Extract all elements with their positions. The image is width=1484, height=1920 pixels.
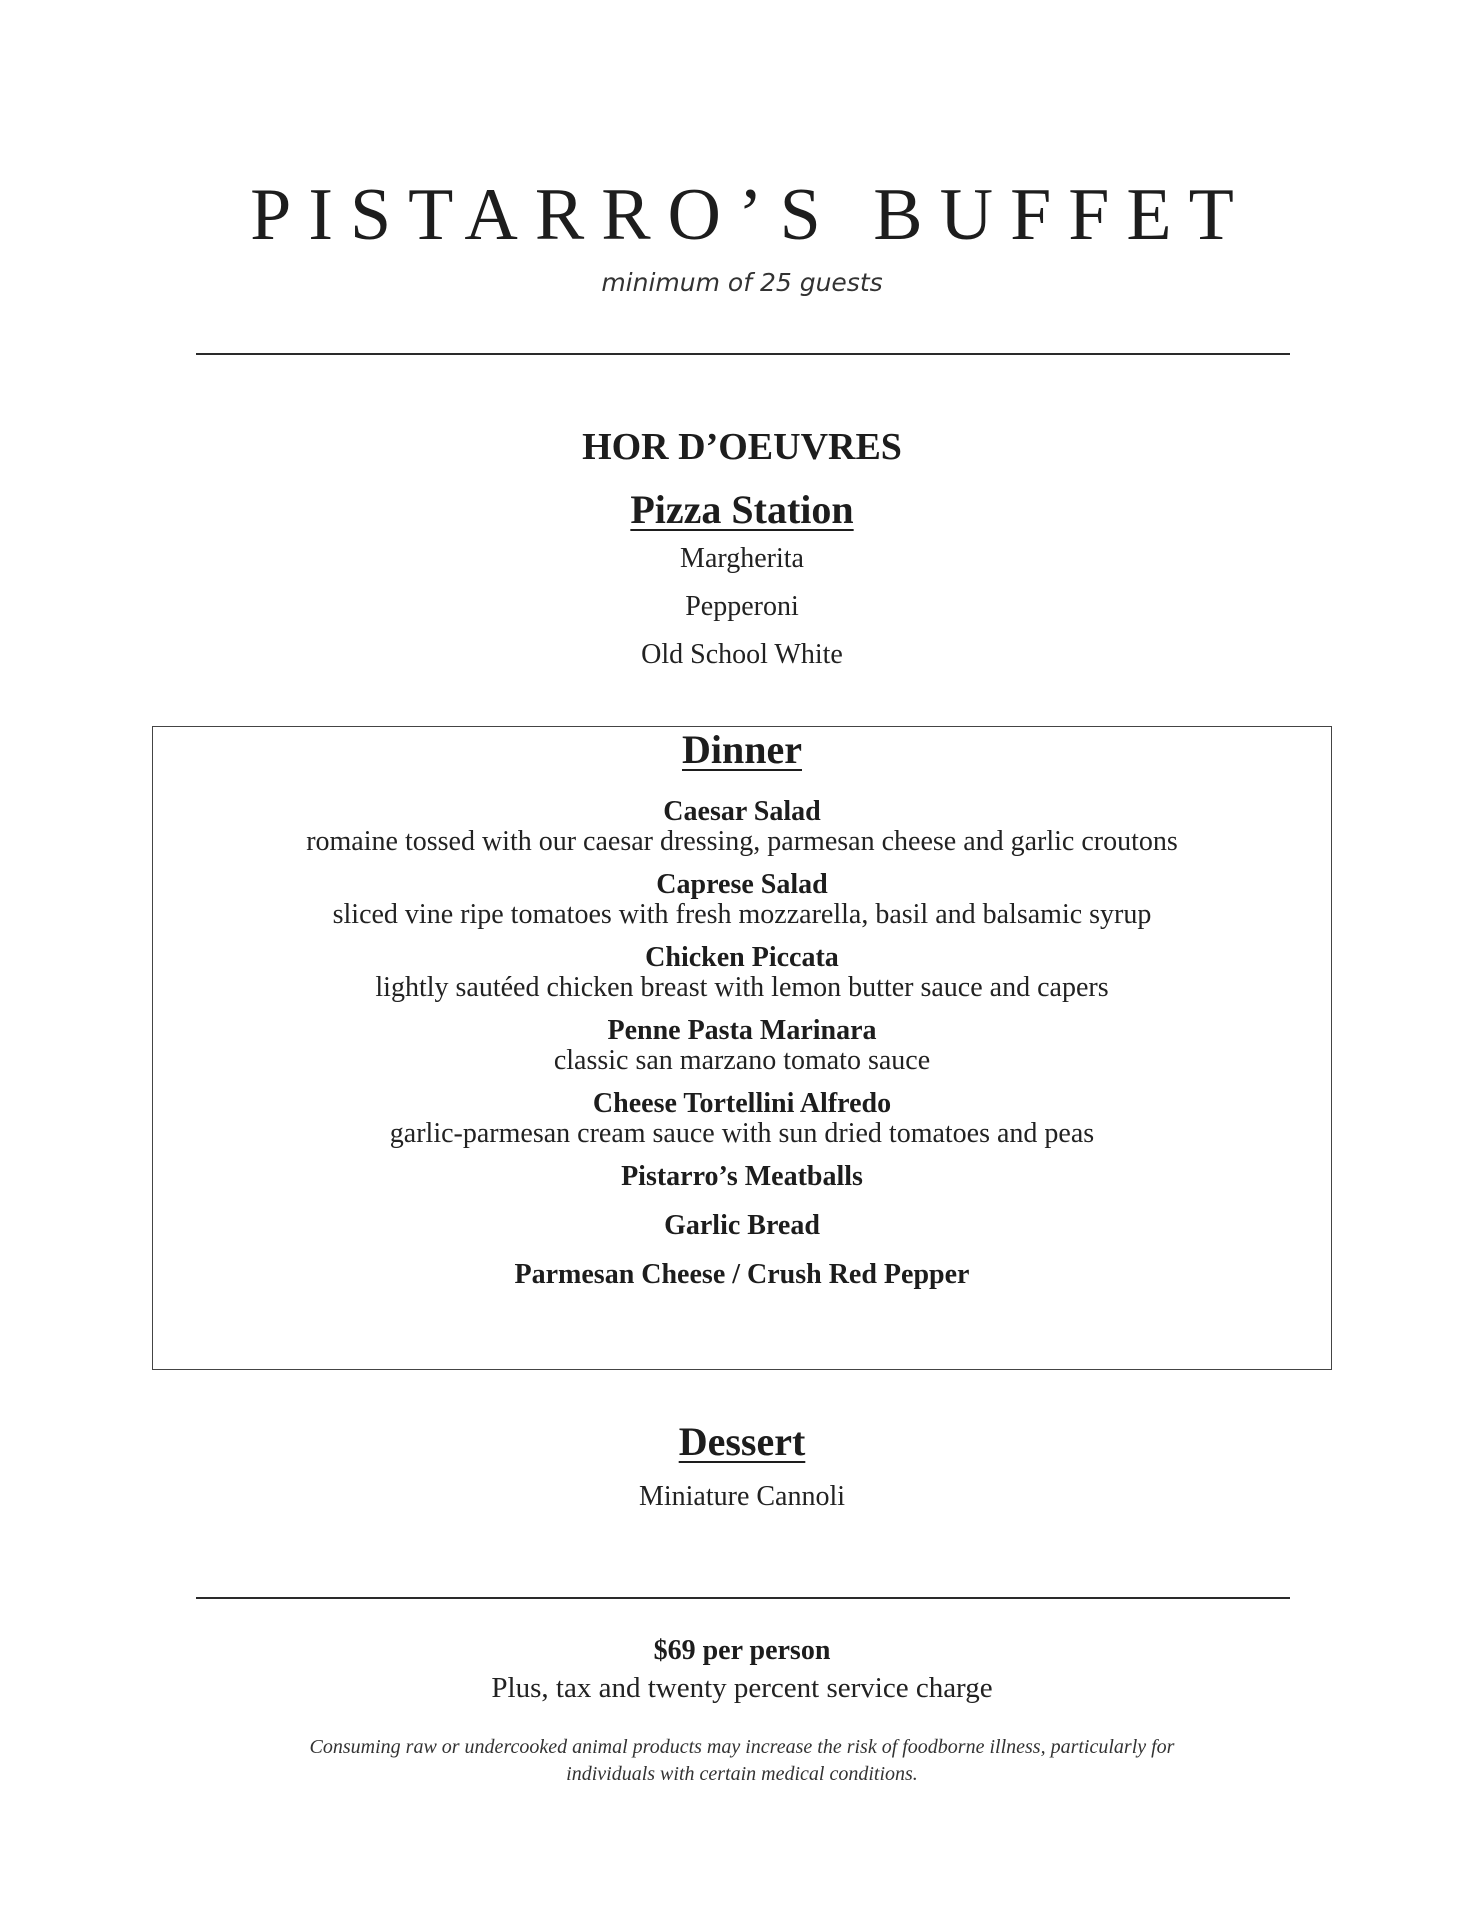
- bottom-divider: [196, 1597, 1290, 1599]
- dinner-dish: [300, 1089, 1184, 1148]
- dish-name: Penne Pasta Marinara: [607, 1015, 877, 1046]
- dinner-dish: [300, 943, 1184, 1002]
- dinner-title-wrap: [0, 726, 1484, 789]
- price: $69 per person: [653, 1635, 831, 1666]
- dish-name: Garlic Bread: [664, 1210, 820, 1241]
- menu-title: PISTARRO’S BUFFET: [250, 174, 1251, 256]
- pizza-station-title-wrap: [0, 486, 1484, 534]
- dish-description: sliced vine ripe tomatoes with fresh mozzarella, basil and balsamic syrup: [332, 899, 1152, 930]
- pizza-station-title: Pizza Station: [630, 487, 854, 532]
- dish-name: Caesar Salad: [663, 796, 821, 827]
- food-safety-disclaimer: Consuming raw or undercooked animal products may increase the risk of foodborne illness, particularly for individuals with certain medical conditions.: [309, 1736, 1175, 1785]
- dessert-title: Dessert: [678, 1419, 806, 1464]
- dish-name: Parmesan Cheese / Crush Red Pepper: [514, 1259, 970, 1290]
- dinner-dish: [300, 1211, 1184, 1241]
- dish-name: Chicken Piccata: [645, 942, 839, 973]
- dinner-dish: [300, 1162, 1184, 1192]
- dinner-dish: [300, 1016, 1184, 1075]
- dish-name: Caprese Salad: [656, 869, 828, 900]
- pizza-list: [0, 541, 1484, 685]
- dessert-item: Miniature Cannoli: [638, 1481, 846, 1512]
- dinner-list: [300, 797, 1184, 1309]
- dinner-dish: [300, 870, 1184, 929]
- top-divider: [196, 353, 1290, 355]
- pizza-item: Pepperoni: [685, 591, 799, 622]
- dish-description: garlic-parmesan cream sauce with sun dried tomatoes and peas: [389, 1118, 1095, 1149]
- dish-name: Cheese Tortellini Alfredo: [592, 1088, 892, 1119]
- menu-subtitle: minimum of 25 guests: [601, 268, 883, 297]
- dinner-dish: [300, 1260, 1184, 1290]
- dinner-dish: [300, 797, 1184, 856]
- hors-doeuvres-heading: HOR D’OEUVRES: [582, 426, 902, 468]
- dessert-title-wrap: [0, 1418, 1484, 1466]
- dish-description: classic san marzano tomato sauce: [553, 1045, 931, 1076]
- pizza-item: Margherita: [680, 543, 804, 574]
- pizza-item: Old School White: [641, 639, 843, 670]
- dish-description: lightly sautéed chicken breast with lemon butter sauce and capers: [375, 972, 1109, 1003]
- dinner-title: Dinner: [682, 727, 802, 772]
- dessert-list: [0, 1479, 1484, 1515]
- dish-name: Pistarro’s Meatballs: [621, 1161, 863, 1192]
- price-note: Plus, tax and twenty percent service charge: [491, 1672, 993, 1704]
- dish-description: romaine tossed with our caesar dressing, parmesan cheese and garlic croutons: [306, 826, 1178, 857]
